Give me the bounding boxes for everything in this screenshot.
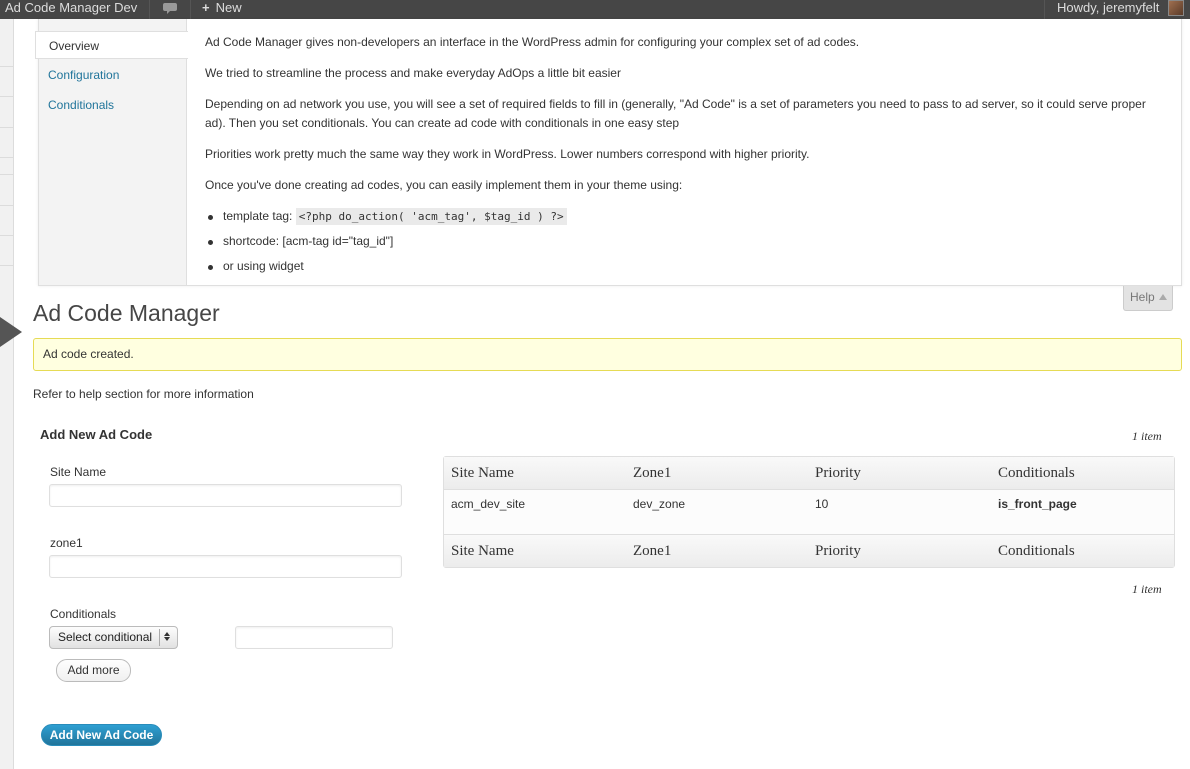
admin-bar-divider <box>1044 0 1045 19</box>
site-name-label: Site Name <box>50 465 107 479</box>
contextual-help-panel <box>38 19 1182 286</box>
bullet-icon <box>208 265 213 270</box>
help-button-label: Help <box>1130 290 1155 304</box>
ad-codes-table <box>443 456 1175 568</box>
cell-site-name: acm_dev_site <box>451 497 526 511</box>
column-header-zone1[interactable]: Zone1 <box>633 465 672 481</box>
list-item <box>205 257 1165 276</box>
table-header <box>444 457 1174 490</box>
admin-bar <box>0 0 1190 19</box>
tab-overview[interactable]: Overview <box>35 31 188 59</box>
column-footer-conditionals[interactable]: Conditionals <box>998 543 1075 559</box>
help-tabs <box>39 19 187 285</box>
help-paragraph: Depending on ad network you use, you will see a set of required fields to fill in (generally, "Ad Code" is a set of parameters you need to pass to ad server, so it could serve proper ad). Then you set conditionals. You can create ad code with conditionals in one easy step <box>205 97 1146 130</box>
admin-bar-divider <box>190 0 191 19</box>
form-title: Add New Ad Code <box>40 427 153 442</box>
menu-divider <box>0 66 13 67</box>
column-footer-zone1[interactable]: Zone1 <box>633 543 672 559</box>
table-row[interactable] <box>444 490 1174 534</box>
new-content-button[interactable] <box>202 0 242 19</box>
menu-divider <box>0 235 13 236</box>
cell-priority: 10 <box>815 497 829 511</box>
help-paragraph: Priorities work pretty much the same way they work in WordPress. Lower numbers correspond with higher priority. <box>205 147 810 161</box>
cell-zone1: dev_zone <box>633 497 686 511</box>
help-paragraph: Ad Code Manager gives non-developers an interface in the WordPress admin for configuring your complex set of ad codes. <box>205 35 860 49</box>
page-title: Ad Code Manager <box>33 300 220 326</box>
tab-conditionals[interactable]: Conditionals <box>48 98 115 112</box>
usage-list <box>205 207 1165 276</box>
help-toggle-button[interactable] <box>1123 286 1173 311</box>
select-divider <box>159 629 160 646</box>
bullet-icon <box>208 215 213 220</box>
tab-configuration[interactable]: Configuration <box>48 68 120 82</box>
conditionals-label: Conditionals <box>50 607 117 621</box>
template-tag-code: <?php do_action( 'acm_tag', $tag_id ) ?> <box>296 208 567 225</box>
shortcode-text: shortcode: [acm-tag id="tag_id"] <box>223 234 394 248</box>
menu-divider <box>0 157 13 158</box>
select-arrows-icon <box>164 630 172 641</box>
plus-icon: + <box>202 0 210 15</box>
conditional-argument-input[interactable] <box>235 626 393 649</box>
cell-conditionals: is_front_page <box>998 497 1077 511</box>
menu-divider <box>0 127 13 128</box>
item-count: 1 item <box>1132 582 1162 596</box>
success-notice: Ad code created. <box>33 338 1182 371</box>
help-paragraph: We tried to streamline the process and make everyday AdOps a little bit easier <box>205 66 621 80</box>
column-footer-site-name[interactable]: Site Name <box>451 543 514 559</box>
list-item <box>205 207 1165 226</box>
conditional-select-value: Select conditional <box>58 630 153 644</box>
menu-divider <box>0 265 13 266</box>
menu-divider <box>0 96 13 97</box>
column-footer-priority[interactable]: Priority <box>815 543 861 559</box>
admin-menu <box>0 19 14 769</box>
add-new-ad-code-button[interactable]: Add New Ad Code <box>41 724 162 746</box>
zone1-label: zone1 <box>50 536 83 550</box>
comment-bubble-icon <box>162 0 178 16</box>
help-content <box>205 33 1165 282</box>
table-footer <box>444 534 1174 567</box>
item-count: 1 item <box>1132 429 1162 443</box>
new-label: New <box>215 0 242 15</box>
add-more-button[interactable]: Add more <box>56 659 131 682</box>
site-name-link[interactable]: Ad Code Manager Dev <box>5 0 138 15</box>
column-header-site-name[interactable]: Site Name <box>451 465 514 481</box>
account-menu[interactable]: Howdy, jeremyfelt <box>1057 0 1160 15</box>
avatar[interactable] <box>1168 0 1184 16</box>
help-reference-text: Refer to help section for more information <box>33 387 254 401</box>
current-menu-arrow-icon <box>0 317 22 347</box>
conditional-select[interactable] <box>49 626 178 649</box>
column-header-conditionals[interactable]: Conditionals <box>998 465 1075 481</box>
help-paragraph: Once you've done creating ad codes, you can easily implement them in your theme using: <box>205 178 683 192</box>
site-name-input[interactable] <box>49 484 402 507</box>
menu-divider <box>0 174 13 175</box>
bullet-icon <box>208 240 213 245</box>
template-tag-label: template tag: <box>223 209 296 223</box>
menu-divider <box>0 205 13 206</box>
column-header-priority[interactable]: Priority <box>815 465 861 481</box>
caret-up-icon <box>1159 294 1167 300</box>
widget-text: or using widget <box>223 259 304 273</box>
zone1-input[interactable] <box>49 555 402 578</box>
list-item <box>205 232 1165 251</box>
comments-button[interactable] <box>150 0 189 19</box>
